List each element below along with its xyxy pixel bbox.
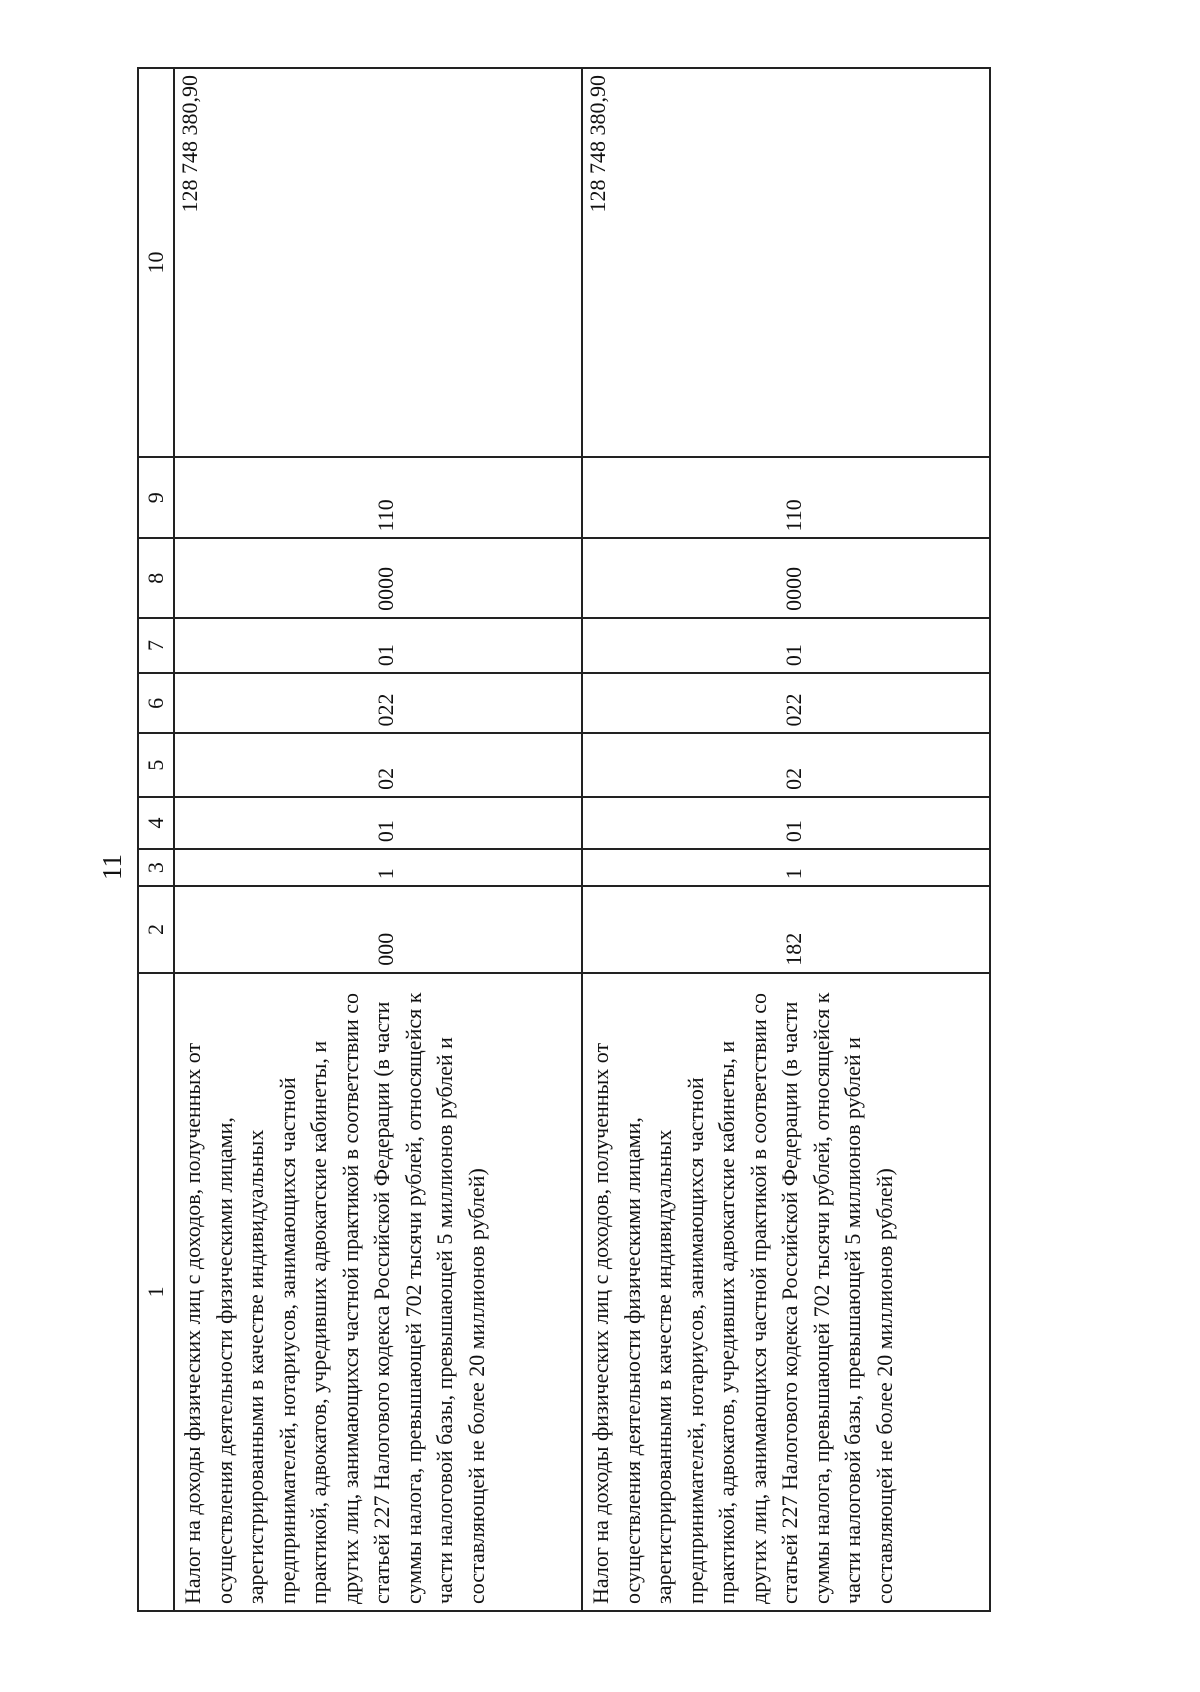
header-col-10: 10 (138, 68, 174, 457)
subgroup-code-cell: 01 (582, 797, 990, 849)
page-number: 11 (97, 854, 127, 880)
element-code-cell: 01 (582, 618, 990, 673)
article-code-cell: 02 (582, 733, 990, 796)
economic-class-code-cell: 110 (582, 457, 990, 538)
amount-value: 128 748 380,90 (177, 75, 202, 213)
economic-class-code-cell: 110 (174, 457, 582, 538)
group-code-cell: 1 (582, 849, 990, 886)
table-row (174, 68, 582, 1611)
header-col-1: 1 (138, 973, 174, 1611)
program-code-cell: 0000 (174, 538, 582, 617)
amount-cell (174, 68, 582, 457)
header-col-9: 9 (138, 457, 174, 538)
header-col-2: 2 (138, 886, 174, 972)
subarticle-code-cell: 022 (174, 673, 582, 733)
header-col-8: 8 (138, 538, 174, 617)
admin-code-cell: 182 (582, 886, 990, 972)
header-col-3: 3 (138, 849, 174, 886)
header-col-6: 6 (138, 673, 174, 733)
row-description: Налог на доходы физических лиц с доходов, полученных от осуществления деятельности физическими лицами, зарегистрированными в качестве индивидуальных предпринимателей, нотариусов, занимающихся частной практикой, адвокатов, учредивших адвокатские кабинеты, и других лиц, занимающихся частной практикой в соответствии со статьей 227 Налогового кодекса Российской Федерации (в части суммы налога, превышающей 702 тысячи рублей, относящейся к части налоговой базы, превышающей 5 миллионов рублей и составляющей не более 20 миллионов рублей) (174, 973, 582, 1611)
header-col-5: 5 (138, 733, 174, 796)
header-col-7: 7 (138, 618, 174, 673)
subarticle-code-cell: 022 (582, 673, 990, 733)
subgroup-code-cell: 01 (174, 797, 582, 849)
article-code-cell: 02 (174, 733, 582, 796)
table-row (582, 68, 990, 1611)
row-description: Налог на доходы физических лиц с доходов, полученных от осуществления деятельности физическими лицами, зарегистрированными в качестве индивидуальных предпринимателей, нотариусов, занимающихся частной практикой, адвокатов, учредивших адвокатские кабинеты, и других лиц, занимающихся частной практикой в соответствии со статьей 227 Налогового кодекса Российской Федерации (в части суммы налога, превышающей 702 тысячи рублей, относящейся к части налоговой базы, превышающей 5 миллионов рублей и составляющей не более 20 миллионов рублей) (582, 973, 990, 1611)
group-code-cell: 1 (174, 849, 582, 886)
program-code-cell: 0000 (582, 538, 990, 617)
admin-code-cell: 000 (174, 886, 582, 972)
element-code-cell: 01 (174, 618, 582, 673)
amount-cell (582, 68, 990, 457)
header-row (138, 68, 174, 1611)
amount-value: 128 748 380,90 (585, 75, 610, 213)
header-col-4: 4 (138, 797, 174, 849)
budget-revenue-table (137, 67, 991, 1612)
